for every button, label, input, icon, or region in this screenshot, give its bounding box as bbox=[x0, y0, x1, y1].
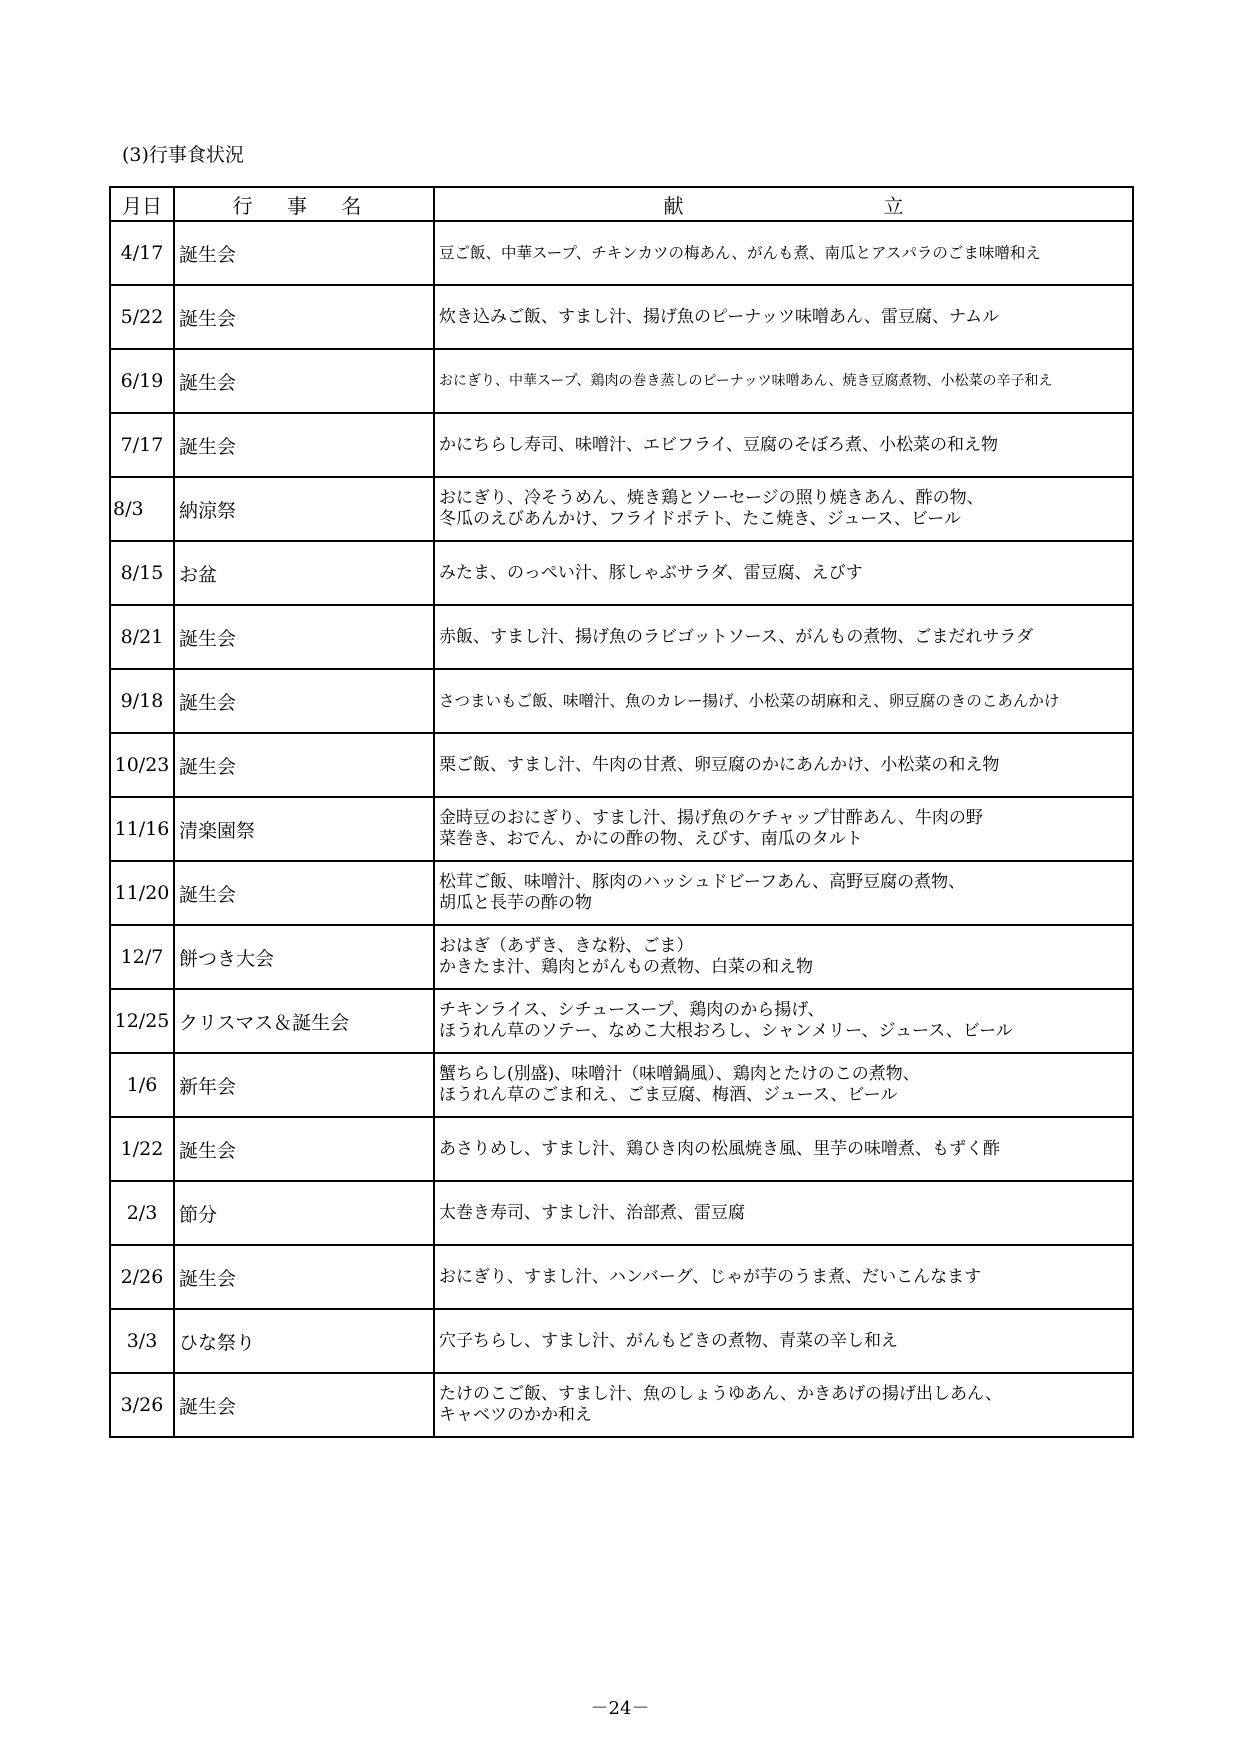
row-menu bbox=[434, 733, 1133, 797]
menu-line-2: 胡瓜と長芋の酢の物 bbox=[439, 893, 592, 913]
menu-line: 栗ご飯、すまし汁、牛肉の甘煮、卵豆腐のかにあんかけ、小松菜の和え物 bbox=[439, 754, 1000, 775]
row-menu bbox=[434, 797, 1133, 861]
row-event: 誕生会 bbox=[174, 605, 434, 669]
row-menu bbox=[434, 861, 1133, 925]
table-row bbox=[110, 1373, 1133, 1437]
row-event: クリスマス＆誕生会 bbox=[174, 989, 434, 1053]
row-event: 誕生会 bbox=[174, 221, 434, 285]
row-menu bbox=[434, 989, 1133, 1053]
menu-line: みたま、のっぺい汁、豚しゃぶサラダ、雷豆腐、えびす bbox=[439, 562, 863, 583]
row-menu bbox=[434, 541, 1133, 605]
menu-line: おはぎ（あずき、きな粉、ごま） bbox=[439, 936, 694, 956]
row-menu bbox=[434, 925, 1133, 989]
menu-line: 豆ご飯、中華スープ、チキンカツの梅あん、がんも煮、南瓜とアスパラのごま味噌和え bbox=[439, 243, 1041, 262]
row-menu bbox=[434, 349, 1133, 413]
row-date: 8/15 bbox=[110, 541, 174, 605]
row-date: 12/7 bbox=[110, 925, 174, 989]
menu-line: 太巻き寿司、すまし汁、治部煮、雷豆腐 bbox=[439, 1202, 745, 1223]
row-date: 8/21 bbox=[110, 605, 174, 669]
row-event: お盆 bbox=[174, 541, 434, 605]
menu-line: 金時豆のおにぎり、すまし汁、揚げ魚のケチャップ甘酢あん、牛肉の野 bbox=[439, 808, 983, 828]
table-row bbox=[110, 925, 1133, 989]
row-date: 11/16 bbox=[110, 797, 174, 861]
menu-line-2: かきたま汁、鶏肉とがんもの煮物、白菜の和え物 bbox=[439, 957, 813, 977]
row-menu bbox=[434, 413, 1133, 477]
page-number: －24－ bbox=[590, 1698, 650, 1719]
menu-line-2: 菜巻き、おでん、かにの酢の物、えびす、南瓜のタルト bbox=[439, 829, 863, 849]
row-event: 清楽園祭 bbox=[174, 797, 434, 861]
header-menu-1: 献 bbox=[663, 193, 684, 218]
table-row bbox=[110, 1309, 1133, 1373]
row-date: 3/26 bbox=[110, 1373, 174, 1437]
row-date: 1/6 bbox=[110, 1053, 174, 1117]
row-date: 2/3 bbox=[110, 1181, 174, 1245]
menu-line-2: 冬瓜のえびあんかけ、フライドポテト、たこ焼き、ジュース、ビール bbox=[439, 509, 961, 529]
row-date: 2/26 bbox=[110, 1245, 174, 1309]
row-date: 3/3 bbox=[110, 1309, 174, 1373]
table-row bbox=[110, 413, 1133, 477]
row-date: 10/23 bbox=[110, 733, 174, 797]
row-date: 7/17 bbox=[110, 413, 174, 477]
table-row bbox=[110, 733, 1133, 797]
table-row bbox=[110, 349, 1133, 413]
table-row bbox=[110, 1053, 1133, 1117]
row-date: 5/22 bbox=[110, 285, 174, 349]
row-event: ひな祭り bbox=[174, 1309, 434, 1373]
row-event: 誕生会 bbox=[174, 349, 434, 413]
row-event: 誕生会 bbox=[174, 1373, 434, 1437]
row-event: 誕生会 bbox=[174, 669, 434, 733]
row-menu bbox=[434, 669, 1133, 733]
table-row bbox=[110, 605, 1133, 669]
row-date: 1/22 bbox=[110, 1117, 174, 1181]
table-header-row bbox=[110, 187, 1133, 221]
menu-line: おにぎり、冷そうめん、焼き鶏とソーセージの照り焼きあん、酢の物、 bbox=[439, 488, 984, 508]
row-menu bbox=[434, 1181, 1133, 1245]
header-menu bbox=[434, 187, 1133, 221]
row-menu bbox=[434, 605, 1133, 669]
row-event: 節分 bbox=[174, 1181, 434, 1245]
row-menu bbox=[434, 285, 1133, 349]
menu-line: 松茸ご飯、味噌汁、豚肉のハッシュドビーフあん、高野豆腐の煮物、 bbox=[439, 872, 966, 892]
menu-line: あさりめし、すまし汁、鶏ひき肉の松風焼き風、里芋の味噌煮、もずく酢 bbox=[439, 1138, 1000, 1159]
row-event: 納涼祭 bbox=[174, 477, 434, 541]
row-date: 4/17 bbox=[110, 221, 174, 285]
menu-line-2: ほうれん草のごま和え、ごま豆腐、梅酒、ジュース、ビール bbox=[439, 1085, 898, 1105]
table-row bbox=[110, 285, 1133, 349]
row-date: 8/3 bbox=[110, 477, 174, 541]
menu-line: かにちらし寿司、味噌汁、エビフライ、豆腐のそぼろ煮、小松菜の和え物 bbox=[439, 434, 998, 455]
menu-line: おにぎり、すまし汁、ハンバーグ、じゃが芋のうま煮、だいこんなます bbox=[439, 1266, 982, 1287]
row-menu bbox=[434, 221, 1133, 285]
table-row bbox=[110, 477, 1133, 541]
row-date: 6/19 bbox=[110, 349, 174, 413]
row-menu bbox=[434, 477, 1133, 541]
row-event: 誕生会 bbox=[174, 1245, 434, 1309]
menu-line: チキンライス、シチュースープ、鶏肉のから揚げ、 bbox=[439, 1000, 825, 1020]
menu-line: たけのこご飯、すまし汁、魚のしょうゆあん、かきあげの揚げ出しあん、 bbox=[439, 1384, 1003, 1404]
row-event: 誕生会 bbox=[174, 733, 434, 797]
table-row bbox=[110, 1245, 1133, 1309]
table-row bbox=[110, 1117, 1133, 1181]
header-menu-2: 立 bbox=[883, 193, 904, 218]
row-date: 11/20 bbox=[110, 861, 174, 925]
table-row bbox=[110, 1181, 1133, 1245]
header-event: 行 事 名 bbox=[174, 187, 434, 221]
menu-line: さつまいもご飯、味噌汁、魚のカレー揚げ、小松菜の胡麻和え、卵豆腐のきのこあんかけ bbox=[439, 691, 1060, 710]
row-event: 誕生会 bbox=[174, 413, 434, 477]
menu-line: 蟹ちらし(別盛)、味噌汁（味噌鍋風）、鶏肉とたけのこの煮物、 bbox=[439, 1064, 920, 1084]
row-event: 誕生会 bbox=[174, 861, 434, 925]
menu-line-2: キャベツのかか和え bbox=[439, 1405, 592, 1425]
row-menu bbox=[434, 1245, 1133, 1309]
table-row bbox=[110, 541, 1133, 605]
row-menu bbox=[434, 1117, 1133, 1181]
menu-line: 炊き込みご飯、すまし汁、揚げ魚のピーナッツ味噌あん、雷豆腐、ナムル bbox=[439, 306, 1000, 327]
table-row bbox=[110, 989, 1133, 1053]
row-date: 12/25 bbox=[110, 989, 174, 1053]
row-menu bbox=[434, 1373, 1133, 1437]
row-menu bbox=[434, 1053, 1133, 1117]
table-row bbox=[110, 221, 1133, 285]
row-event: 餅つき大会 bbox=[174, 925, 434, 989]
row-date: 9/18 bbox=[110, 669, 174, 733]
menu-line-2: ほうれん草のソテー、なめこ大根おろし、シャンメリー、ジュース、ビール bbox=[439, 1021, 1013, 1041]
table-row bbox=[110, 861, 1133, 925]
row-event: 誕生会 bbox=[174, 1117, 434, 1181]
menu-line: 穴子ちらし、すまし汁、がんもどきの煮物、青菜の辛し和え bbox=[439, 1330, 898, 1351]
row-menu bbox=[434, 1309, 1133, 1373]
row-event: 誕生会 bbox=[174, 285, 434, 349]
event-meal-table bbox=[109, 186, 1134, 1438]
row-event: 新年会 bbox=[174, 1053, 434, 1117]
header-date: 月日 bbox=[110, 187, 174, 221]
menu-line: 赤飯、すまし汁、揚げ魚のラビゴットソース、がんもの煮物、ごまだれサラダ bbox=[439, 626, 1034, 647]
table-row bbox=[110, 669, 1133, 733]
section-title: (3)行事食状況 bbox=[122, 144, 244, 166]
menu-line: おにぎり、中華スープ、鶏肉の巻き蒸しのピーナッツ味噌あん、焼き豆腐煮物、小松菜の辛子和え bbox=[439, 372, 1053, 389]
table-row bbox=[110, 797, 1133, 861]
